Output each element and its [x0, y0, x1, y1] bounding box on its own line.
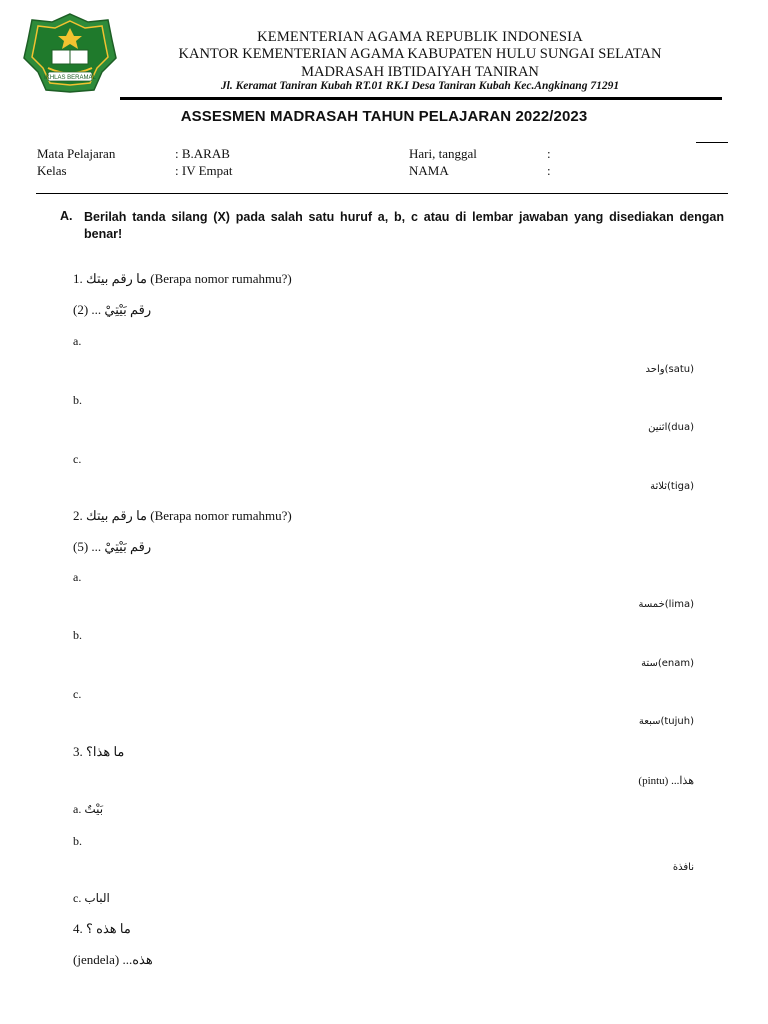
- question-2: 2. ما رقم بيتك (Berapa nomor rumahmu?): [73, 508, 292, 523]
- letterhead-ministry: KEMENTERIAN AGAMA REPUBLIK INDONESIA: [257, 29, 583, 45]
- letterhead-school: MADRASAH IBTIDAIYAH TANIRAN: [301, 64, 539, 80]
- question-1: 1. ما رقم بيتك (Berapa nomor rumahmu?): [73, 271, 292, 286]
- question-1-option-a[interactable]: a.: [73, 334, 82, 348]
- logo-motto-text: IKHLAS BERAMAL: [44, 75, 96, 81]
- question-2-prompt: (5) ... رقم بَيْتِيْ: [73, 539, 152, 554]
- question-2-option-c[interactable]: c.: [73, 687, 82, 701]
- instruction-letter: A.: [60, 209, 73, 223]
- question-1-answer-a: واحد(satu): [645, 364, 694, 375]
- kemenag-logo: [22, 12, 118, 96]
- exam-title: ASSESMEN MADRASAH TAHUN PELAJARAN 2022/2023: [180, 108, 588, 125]
- question-2-option-b[interactable]: b.: [73, 628, 82, 642]
- class-label: Kelas: [37, 163, 67, 178]
- question-1-answer-b: اثنين(dua): [648, 422, 694, 433]
- date-label: Hari, tanggal: [409, 146, 477, 161]
- question-3-answer-b: نافذة: [672, 862, 694, 873]
- question-4-prompt: (jendela) ...هذه: [73, 952, 153, 967]
- instruction-text: Berilah tanda silang (X) pada salah satu huruf a, b, c atau di lembar jawaban yang disediakan dengan benar!: [84, 210, 724, 241]
- option-letter-a: a.: [73, 802, 82, 816]
- question-1-prompt: (2) ... رقم بَيْتِيْ: [73, 302, 152, 317]
- subject-value: : B.ARAB: [175, 146, 230, 161]
- name-label: NAMA: [409, 163, 449, 178]
- question-1-option-b[interactable]: b.: [73, 393, 82, 407]
- short-rule: [696, 142, 728, 143]
- question-3-option-b[interactable]: b.: [73, 834, 82, 848]
- question-4: 4. ما هذه ؟: [73, 921, 131, 936]
- letterhead-divider: [120, 97, 722, 100]
- question-1-option-c[interactable]: c.: [73, 452, 82, 466]
- option-a-arabic: بَيْتٌ: [84, 802, 104, 816]
- date-value: :: [547, 146, 551, 161]
- question-3-option-a[interactable]: [73, 802, 103, 817]
- question-1-answer-c: ثلاثة(tiga): [650, 481, 694, 492]
- option-letter-c: c.: [73, 891, 82, 905]
- option-c-arabic: الباب: [84, 891, 110, 905]
- question-2-answer-c: سبعة(tujuh): [638, 716, 694, 727]
- question-2-answer-b: ستة(enam): [641, 658, 694, 669]
- info-divider: [36, 193, 728, 194]
- question-3-prompt: (pintu) ...هذا: [638, 775, 694, 787]
- question-2-option-a[interactable]: a.: [73, 570, 82, 584]
- question-3: 3. ما هذا؟: [73, 744, 125, 759]
- letterhead-office: KANTOR KEMENTERIAN AGAMA KABUPATEN HULU SUNGAI SELATAN: [178, 46, 662, 62]
- question-3-option-c[interactable]: [73, 891, 110, 906]
- name-value: :: [547, 163, 551, 178]
- question-2-answer-a: خمسة(lima): [638, 599, 694, 610]
- class-value: : IV Empat: [175, 163, 233, 178]
- letterhead-address: Jl. Keramat Taniran Kubah RT.01 RK.I Desa Taniran Kubah Kec.Angkinang 71291: [220, 80, 620, 92]
- subject-label: Mata Pelajaran: [37, 146, 116, 161]
